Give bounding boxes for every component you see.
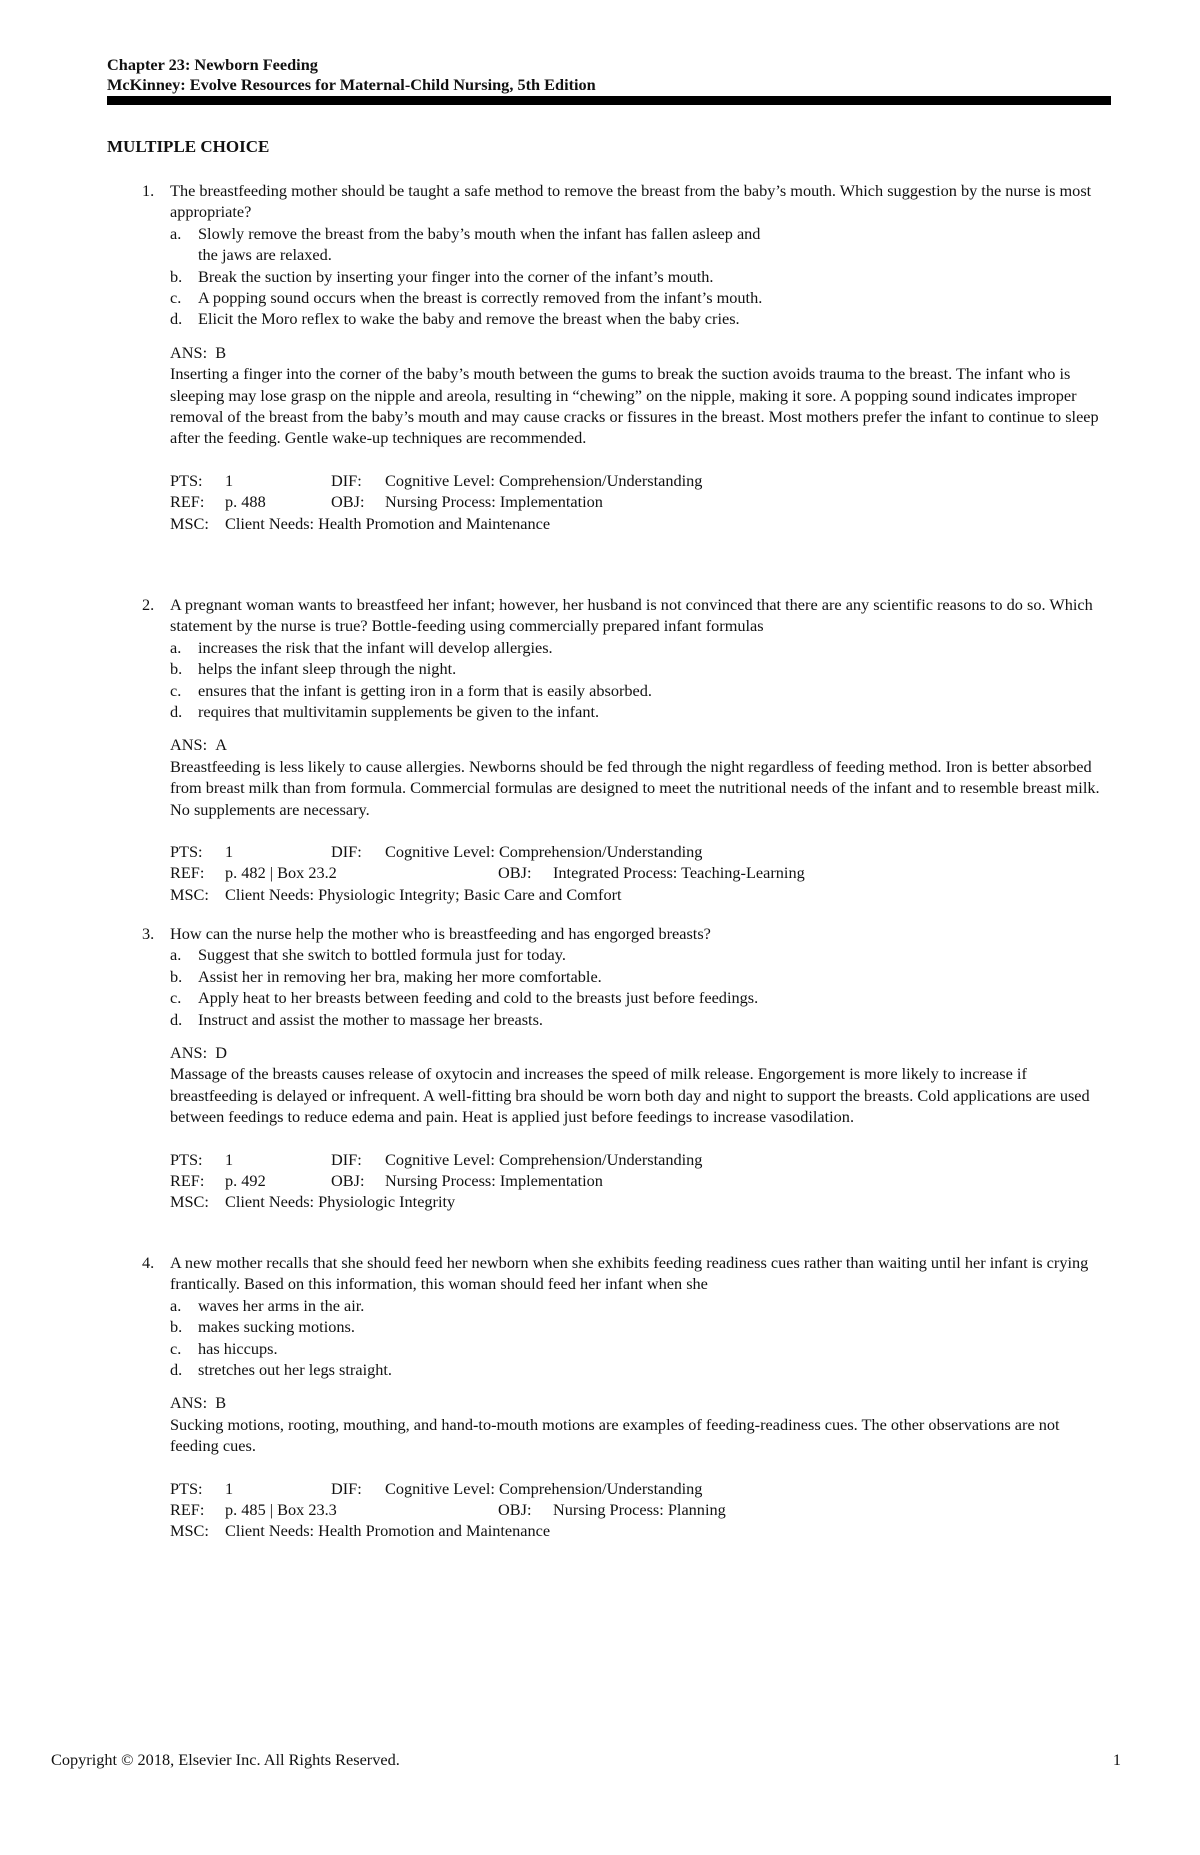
answer-label: ANS:: [170, 735, 208, 755]
pts-label: PTS:: [170, 470, 203, 490]
dif-label: DIF:: [331, 1478, 362, 1498]
answer-value: B: [215, 342, 227, 362]
page-header: [107, 55, 1111, 95]
option-a: [170, 1295, 783, 1316]
option-letter: d.: [170, 1009, 183, 1029]
page-footer: [51, 1750, 1121, 1770]
obj-label: OBJ:: [331, 1171, 365, 1191]
rationale: Sucking motions, rooting, mouthing, and hand-to-mouth motions are examples of feeding-readiness cues. The other observations are not feeding cues.: [170, 1414, 1060, 1456]
book-title: McKinney: Evolve Resources for Maternal-Child Nursing, 5th Edition: [107, 75, 596, 94]
option-text: Instruct and assist the mother to massage her breasts.: [198, 1009, 543, 1029]
option-c: [170, 680, 783, 701]
answer-key: [142, 342, 1107, 363]
rationale: Breastfeeding is less likely to cause allergies. Newborns should be fed through the night regardless of feeding method. Iron is better absorbed from breast milk than from formula. Commercial formulas are designed to meet the nutritional needs of the infant and to resemble breast milk. No supplements are necessary.: [170, 756, 1100, 819]
answer-key: [142, 1392, 1107, 1413]
pts-label: PTS:: [170, 842, 203, 862]
answer-value: D: [215, 1043, 228, 1063]
option-text: has hiccups.: [198, 1338, 278, 1358]
msc-value: Client Needs: Physiologic Integrity; Basic Care and Comfort: [225, 884, 622, 904]
option-b: [170, 658, 783, 679]
msc-label: MSC:: [170, 1192, 209, 1212]
dif-label: DIF:: [331, 842, 362, 862]
ref-label: REF:: [170, 1500, 205, 1520]
answer-key: [142, 734, 1107, 755]
option-text: Slowly remove the breast from the baby’s mouth when the infant has fallen asleep and the jaws are relaxed.: [198, 223, 761, 265]
option-b: [170, 966, 783, 987]
answer-options: [170, 223, 1107, 330]
dif-label: DIF:: [331, 470, 362, 490]
question-1: [142, 180, 1107, 534]
option-letter: b.: [170, 266, 183, 286]
obj-label: OBJ:: [498, 1500, 532, 1520]
option-letter: a.: [170, 1295, 182, 1315]
option-letter: b.: [170, 966, 183, 986]
obj-value: Nursing Process: Planning: [553, 1500, 726, 1520]
question-stem: The breastfeeding mother should be taught a safe method to remove the breast from the baby’s mouth. Which suggestion by the nurse is most appropriate?: [170, 181, 1092, 222]
answer-value: A: [215, 735, 228, 755]
ref-label: REF:: [170, 1171, 205, 1191]
answer-options: [170, 637, 1107, 723]
option-letter: c.: [170, 1338, 182, 1358]
ref-value: p. 482 | Box 23.2: [225, 863, 337, 883]
page-number: 1: [1112, 1750, 1121, 1769]
obj-value: Nursing Process: Implementation: [385, 1171, 603, 1191]
option-d: [170, 1009, 783, 1030]
option-text: makes sucking motions.: [198, 1317, 355, 1337]
option-d: [170, 1359, 783, 1380]
option-text: Apply heat to her breasts between feeding and cold to the breasts just before feedings.: [198, 988, 759, 1008]
obj-value: Nursing Process: Implementation: [385, 492, 603, 512]
ref-label: REF:: [170, 492, 205, 512]
question-3: [142, 923, 1107, 1213]
msc-label: MSC:: [170, 884, 209, 904]
answer-label: ANS:: [170, 1043, 208, 1063]
answer-key: [142, 1042, 1107, 1063]
option-text: Suggest that she switch to bottled formula just for today.: [198, 945, 566, 965]
answer-options: [170, 944, 1107, 1030]
question-number: 2.: [142, 595, 155, 614]
option-letter: d.: [170, 1360, 183, 1380]
question-number: 1.: [142, 181, 155, 200]
question-metadata: [142, 841, 1107, 905]
question-stem: How can the nurse help the mother who is breastfeeding and has engorged breasts?: [170, 924, 711, 943]
option-a: [170, 944, 783, 965]
question-metadata: [142, 470, 1107, 534]
question-metadata: [142, 1478, 1107, 1542]
obj-label: OBJ:: [498, 863, 532, 883]
option-letter: d.: [170, 702, 183, 722]
obj-value: Integrated Process: Teaching-Learning: [553, 863, 805, 883]
msc-value: Client Needs: Health Promotion and Maintenance: [225, 513, 551, 533]
question-number: 3.: [142, 924, 155, 943]
option-text: requires that multivitamin supplements be given to the infant.: [198, 702, 600, 722]
copyright-notice: Copyright © 2018, Elsevier Inc. All Rights Reserved.: [51, 1750, 400, 1769]
dif-value: Cognitive Level: Comprehension/Understanding: [385, 842, 703, 862]
pts-value: 1: [225, 1149, 234, 1169]
ref-value: p. 488: [225, 492, 266, 512]
option-a: [170, 223, 783, 266]
option-text: stretches out her legs straight.: [198, 1360, 392, 1380]
header-rule: [107, 96, 1111, 105]
dif-label: DIF:: [331, 1149, 362, 1169]
ref-value: p. 492: [225, 1171, 266, 1191]
option-letter: a.: [170, 223, 182, 243]
option-text: Assist her in removing her bra, making her more comfortable.: [198, 966, 602, 986]
option-text: waves her arms in the air.: [198, 1295, 365, 1315]
chapter-title: Chapter 23: Newborn Feeding: [107, 55, 318, 74]
option-text: helps the infant sleep through the night.: [198, 659, 457, 679]
option-b: [170, 1316, 783, 1337]
dif-value: Cognitive Level: Comprehension/Understanding: [385, 1149, 703, 1169]
option-text: Elicit the Moro reflex to wake the baby and remove the breast when the baby cries.: [198, 309, 740, 329]
obj-label: OBJ:: [331, 492, 365, 512]
answer-value: B: [215, 1393, 227, 1413]
option-letter: b.: [170, 1317, 183, 1337]
answer-label: ANS:: [170, 1393, 208, 1413]
option-text: Break the suction by inserting your finger into the corner of the infant’s mouth.: [198, 266, 714, 286]
question-metadata: [142, 1149, 1107, 1213]
pts-value: 1: [225, 842, 234, 862]
option-letter: d.: [170, 309, 183, 329]
rationale: Inserting a finger into the corner of the baby’s mouth between the gums to break the suction avoids trauma to the breast. The infant who is sleeping may lose grasp on the nipple and areola, resulting in “chewing” on the nipple, making it sore. A popping sound indicates improper removal of the breast from the baby’s mouth and may cause cracks or fissures in the breast. Most mothers prefer the infant to continue to sleep after the feeding. Gentle wake-up techniques are recommended.: [170, 364, 1099, 448]
option-d: [170, 308, 783, 329]
pts-value: 1: [225, 470, 234, 490]
msc-label: MSC:: [170, 1521, 209, 1541]
option-text: A popping sound occurs when the breast is correctly removed from the infant’s mouth.: [198, 288, 763, 308]
pts-label: PTS:: [170, 1149, 203, 1169]
option-d: [170, 701, 783, 722]
msc-value: Client Needs: Physiologic Integrity: [225, 1192, 456, 1212]
option-c: [170, 1338, 783, 1359]
question-2: [142, 594, 1107, 905]
option-letter: a.: [170, 945, 182, 965]
msc-label: MSC:: [170, 513, 209, 533]
option-c: [170, 287, 783, 308]
question-stem: A new mother recalls that she should feed her newborn when she exhibits feeding readiness cues rather than waiting until her infant is crying frantically. Based on this information, this woman should feed her infant when she: [170, 1253, 1089, 1294]
section-title: MULTIPLE CHOICE: [107, 137, 270, 156]
option-letter: b.: [170, 659, 183, 679]
dif-value: Cognitive Level: Comprehension/Understanding: [385, 470, 703, 490]
option-c: [170, 987, 783, 1008]
question-4: [142, 1252, 1107, 1542]
rationale: Massage of the breasts causes release of oxytocin and increases the speed of milk release. Engorgement is more likely to increase if breastfeeding is delayed or infrequent. A well-fitting bra should be worn both day and night to support the breasts. Cold applications are used between feedings to reduce edema and pain. Heat is applied just before feedings to increase vasodilation.: [170, 1064, 1090, 1127]
option-letter: a.: [170, 637, 182, 657]
dif-value: Cognitive Level: Comprehension/Understanding: [385, 1478, 703, 1498]
option-b: [170, 266, 783, 287]
ref-label: REF:: [170, 863, 205, 883]
answer-label: ANS:: [170, 342, 208, 362]
pts-label: PTS:: [170, 1478, 203, 1498]
option-text: increases the risk that the infant will develop allergies.: [198, 637, 553, 657]
ref-value: p. 485 | Box 23.3: [225, 1500, 337, 1520]
option-text: ensures that the infant is getting iron in a form that is easily absorbed.: [198, 680, 652, 700]
option-letter: c.: [170, 288, 182, 308]
option-letter: c.: [170, 680, 182, 700]
pts-value: 1: [225, 1478, 234, 1498]
question-number: 4.: [142, 1253, 155, 1272]
option-a: [170, 637, 783, 658]
answer-options: [170, 1295, 1107, 1381]
msc-value: Client Needs: Health Promotion and Maintenance: [225, 1521, 551, 1541]
option-letter: c.: [170, 988, 182, 1008]
question-stem: A pregnant woman wants to breastfeed her infant; however, her husband is not convinced that there are any scientific reasons to do so. Which statement by the nurse is true? Bottle-feeding using commercially prepared infant formulas: [170, 595, 1093, 636]
